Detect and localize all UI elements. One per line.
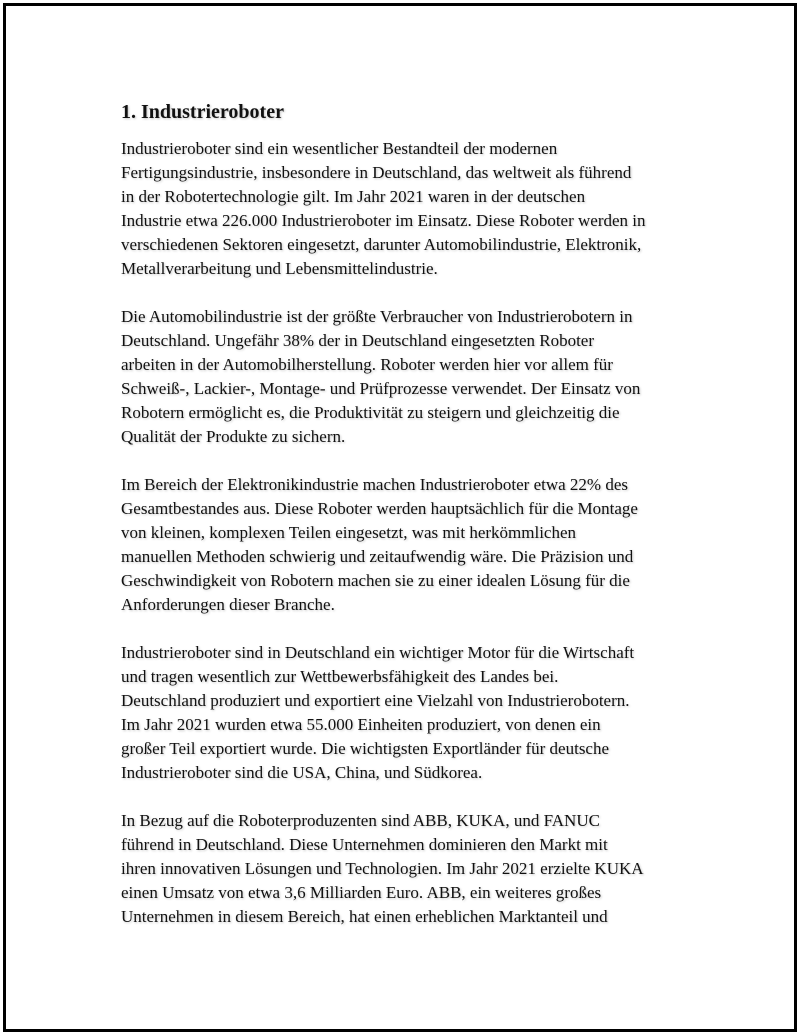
section-heading: 1. Industrieroboter bbox=[121, 101, 284, 123]
page-frame bbox=[3, 3, 797, 1032]
paragraph-producers: In Bezug auf die Roboterproduzenten sind ABB, KUKA, und FANUC führend in Deutschland. Diese Unternehmen dominieren den Markt mit ihren innovativen Lösungen und Technologien. Im Jahr 2021 erzielte KUKA einen Umsatz von etwa 3,6 Milliarden Euro. ABB, ein weiteres großes Unternehmen in diesem Bereich, hat einen erheblichen Marktanteil und bbox=[121, 811, 644, 926]
paragraph-intro: Industrieroboter sind ein wesentlicher Bestandteil der modernen Fertigungsindustrie, insbesondere in Deutschland, das weltweit als führend in der Robotertechnologie gilt. Im Jahr 2021 waren in der deutschen Industrie etwa 226.000 Industrieroboter im Einsatz. Diese Roboter werden in verschiedenen Sektoren eingesetzt, darunter Automobilindustrie, Elektronik, Metallverarbeitung und Lebensmittelindustrie. bbox=[121, 139, 646, 278]
paragraph-economy: Industrieroboter sind in Deutschland ein wichtiger Motor für die Wirtschaft und tragen wesentlich zur Wettbewerbsfähigkeit des Landes bei. Deutschland produziert und exportiert eine Vielzahl von Industrierobotern. Im Jahr 2021 wurden etwa 55.000 Einheiten produziert, von denen ein großer Teil exportiert wurde. Die wichtigsten Exportländer für deutsche Industrieroboter sind die USA, China, und Südkorea. bbox=[121, 643, 635, 782]
document-body bbox=[121, 99, 701, 953]
paragraph-electronics: Im Bereich der Elektronikindustrie machen Industrieroboter etwa 22% des Gesamtbestandes aus. Diese Roboter werden hauptsächlich für die Montage von kleinen, komplexen Teilen eingesetzt, was mit herkömmlichen manuellen Methoden schwierig und zeitaufwendig wäre. Die Präzision und Geschwindigkeit von Robotern machen sie zu einer idealen Lösung für die Anforderungen dieser Branche. bbox=[121, 475, 638, 614]
paragraph-automotive: Die Automobilindustrie ist der größte Verbraucher von Industrierobotern in Deutschland. Ungefähr 38% der in Deutschland eingesetzten Roboter arbeiten in der Automobilherstellung. Roboter werden hier vor allem für Schweiß-, Lackier-, Montage- und Prüfprozesse verwendet. Der Einsatz von Robotern ermöglicht es, die Produktivität zu steigern und gleichzeitig die Qualität der Produkte zu sichern. bbox=[121, 307, 641, 446]
